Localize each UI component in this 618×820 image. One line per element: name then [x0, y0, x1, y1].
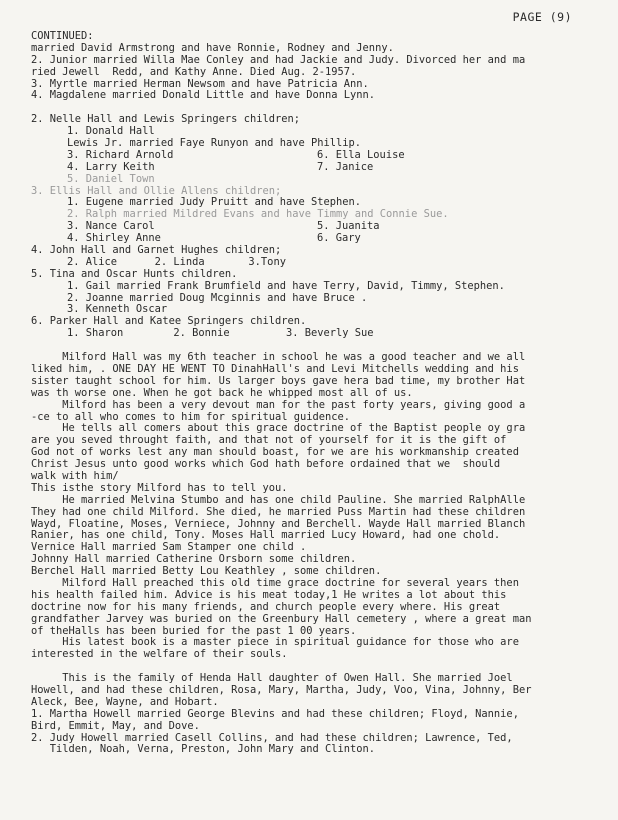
text-line: Bird, Emmit, May, and Dove. — [31, 720, 200, 732]
text-line: Milford has been a very devout man for the past forty years, giving good a — [31, 399, 526, 411]
text-line: Vernice Hall married Sam Stamper one child . — [31, 542, 307, 554]
text-line: grandfather Jarvey was buried on the Greenbury Hall cemetery , where a great man — [31, 613, 532, 625]
text-line: interested in the welfare of their souls. — [31, 649, 288, 661]
child-line: 3. Kenneth Oscar — [67, 304, 168, 316]
text-line: ried Jewell Redd, and Kathy Anne. Died Aug. 2-1957. — [31, 66, 357, 78]
continued-heading: CONTINUED: — [31, 31, 94, 42]
text-line: Tilden, Noah, Verna, Preston, John Mary and Clinton. — [31, 744, 376, 756]
text-line: Milford Hall preached this old time grace doctrine for several years then — [31, 577, 519, 589]
family-heading-john: 4. John Hall and Garnet Hughes children; — [31, 245, 282, 257]
child-line: 1. Donald Hall — [67, 126, 155, 138]
text-line: Wayd, Floatine, Moses, Verniece, Johnny and Berchell. Wayde Hall married Blanch — [31, 518, 526, 530]
child-line: 4. Larry Keith — [67, 161, 155, 173]
text-line: This is the family of Henda Hall daughter of Owen Hall. She married Joel — [31, 673, 513, 685]
text-line: 4. Magdalene married Donald Little and have Donna Lynn. — [31, 90, 376, 102]
family-heading-nelle: 2. Nelle Hall and Lewis Springers children; — [31, 114, 300, 126]
family-heading-tina: 5. Tina and Oscar Hunts children. — [31, 268, 238, 280]
document-body — [31, 31, 613, 756]
text-line: his health failed him. Advice is his meat today,1 He writes a lot about this — [31, 589, 507, 601]
text-line: sister taught school for him. Us larger boys gave hera bad time, my brother Hat — [31, 375, 526, 387]
text-line: liked him, . ONE DAY HE WENT TO DinahHall's and Levi Mitchells wedding and his — [31, 363, 519, 375]
text-line: are you seved throught faith, and that not of yourself for it is the gift of — [31, 435, 507, 447]
text-line: Aleck, Bee, Wayne, and Hobart. — [31, 696, 219, 708]
text-line: Ranier, has one child, Tony. Moses Hall married Lucy Howard, had one chold. — [31, 530, 501, 542]
text-line: They had one child Milford. She died, he married Puss Martin had these children — [31, 506, 526, 518]
child-line: 5. Juanita — [317, 221, 380, 233]
text-line: Berchel Hall married Betty Lou Keathley , some children. — [31, 566, 382, 578]
child-line: 6. Ella Louise — [317, 149, 405, 161]
text-line: walk with him/ — [31, 470, 119, 482]
text-line: 3. Myrtle married Herman Newsom and have Patricia Ann. — [31, 78, 369, 90]
text-line: God not of works lest any man should boast, for we are his workmanship created — [31, 447, 519, 459]
text-line: doctrine now for his many friends, and church people every where. His great — [31, 601, 501, 613]
text-line: 2. Junior married Willa Mae Conley and had Jackie and Judy. Divorced her and ma — [31, 54, 526, 66]
text-line: 1. Martha Howell married George Blevins and had these children; Floyd, Nannie, — [31, 708, 519, 720]
text-line: He married Melvina Stumbo and has one child Pauline. She married RalphAlle — [31, 494, 526, 506]
family-heading-ellis: 3. Ellis Hall and Ollie Allens children; — [31, 185, 282, 197]
child-line: 1. Gail married Frank Brumfield and have Terry, David, Timmy, Stephen. — [67, 280, 505, 292]
child-line: 7. Janice — [317, 161, 374, 173]
text-line: Johnny Hall married Catherine Orsborn some children. — [31, 554, 357, 566]
child-line: 6. Gary — [317, 233, 361, 245]
text-line: was th worse one. When he got back he whipped most all of us. — [31, 387, 413, 399]
child-line: 4. Shirley Anne — [67, 233, 161, 245]
text-line: Howell, and had these children, Rosa, Mary, Martha, Judy, Voo, Vina, Johnny, Ber — [31, 684, 532, 696]
child-line: 2. Ralph married Mildred Evans and have Timmy and Connie Sue. — [67, 209, 449, 221]
child-line: 2. Alice 2. Linda 3.Tony — [67, 256, 286, 268]
child-line: 3. Nance Carol — [67, 221, 155, 233]
child-line: 1. Eugene married Judy Pruitt and have Stephen. — [67, 197, 362, 209]
text-line: married David Armstrong and have Ronnie, Rodney and Jenny. — [31, 42, 394, 54]
child-line: 3. Richard Arnold — [67, 149, 174, 161]
text-line: Milford Hall was my 6th teacher in school he was a good teacher and we all — [31, 352, 526, 364]
text-line: Christ Jesus unto good works which God hath before ordained that we should — [31, 459, 501, 471]
child-line: 2. Joanne married Doug Mcginnis and have Bruce . — [67, 292, 368, 304]
child-line: 1. Sharon 2. Bonnie 3. Beverly Sue — [67, 328, 374, 340]
text-line: This isthe story Milford has to tell you. — [31, 482, 288, 494]
text-line: of theHalls has been buried for the past 1 00 years. — [31, 625, 357, 637]
text-line: He tells all comers about this grace doctrine of the Baptist people oy gra — [31, 423, 526, 435]
page-number: PAGE (9) — [512, 10, 572, 24]
child-line: 5. Daniel Town — [67, 173, 155, 185]
text-line: -ce to all who comes to him for spiritual guidence. — [31, 411, 351, 423]
child-line: Lewis Jr. married Faye Runyon and have Phillip. — [67, 138, 362, 150]
text-line: His latest book is a master piece in spiritual guidance for those who are — [31, 637, 519, 649]
family-heading-parker: 6. Parker Hall and Katee Springers children. — [31, 316, 307, 328]
text-line: 2. Judy Howell married Casell Collins, and had these children; Lawrence, Ted, — [31, 732, 513, 744]
